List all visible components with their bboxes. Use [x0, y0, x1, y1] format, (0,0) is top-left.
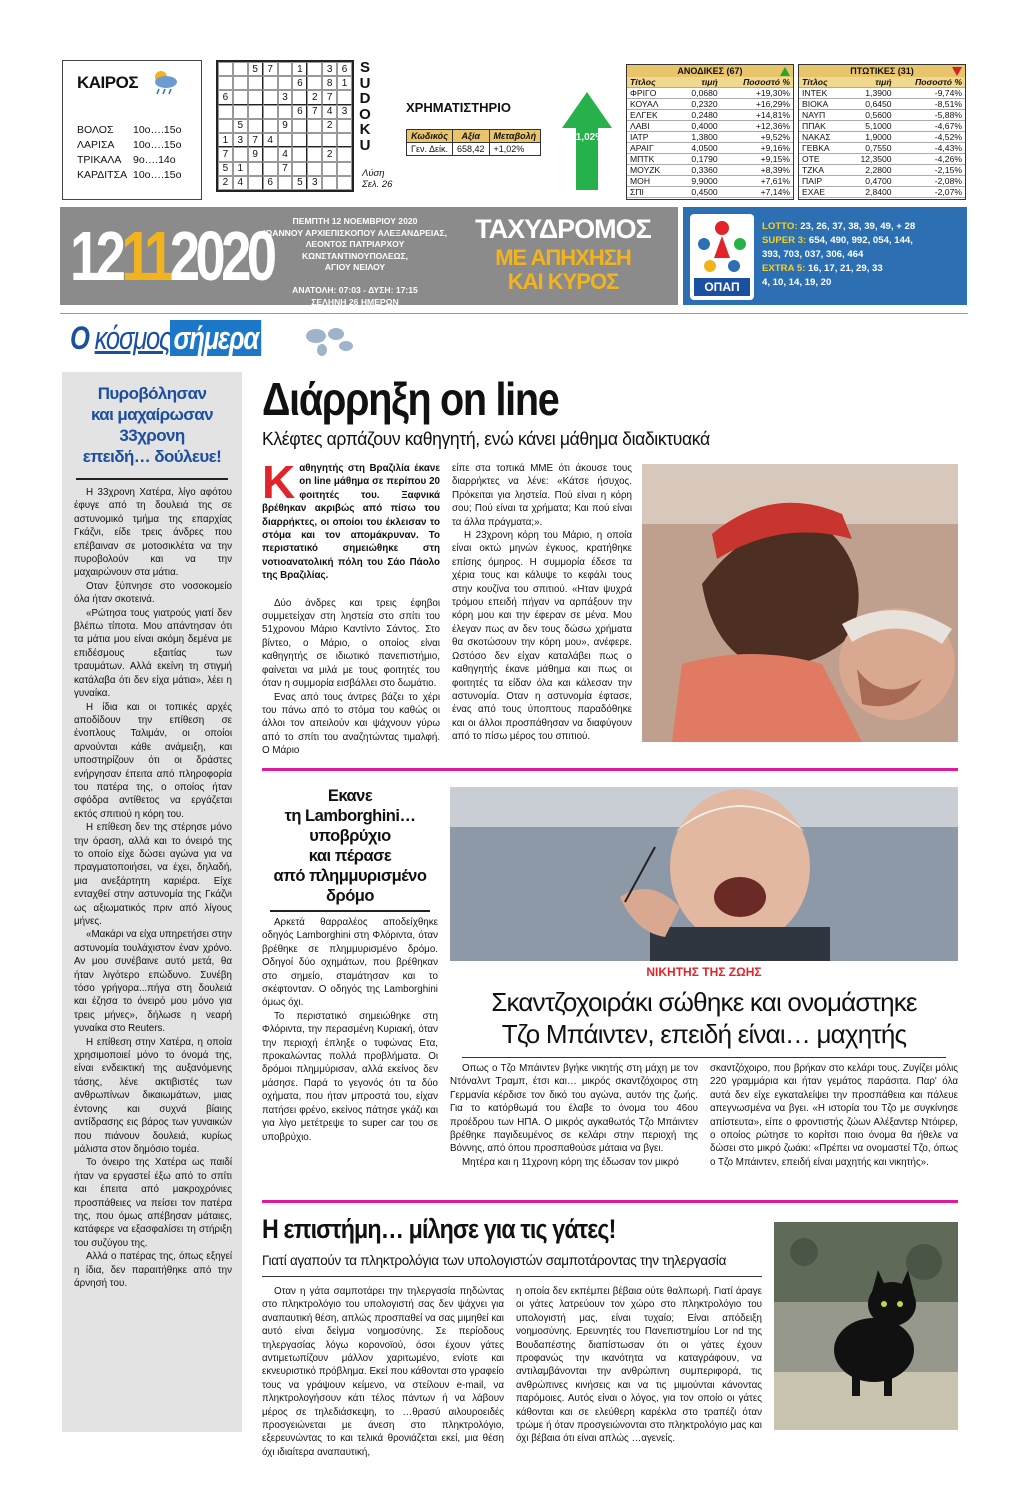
main-lead: Καθηγητής στη Βραζιλία έκανε on line μάθημα σε περίπου 20 φοιτητές του. Ξαφνικά βρέθηκαν ακριβώς από πίσω του διαρρήκτες, οι οποίοι του έκλεισαν το στόμα και τον απομάκρυναν. Το περιστατικό σημειώθηκε στη νοτιοανατολική πόλη του Σάο Πάολο της Βραζιλίας.	[262, 456, 440, 582]
weather-list	[77, 123, 181, 183]
sudoku-cell	[292, 90, 307, 104]
sudoku-cell: 7	[263, 62, 278, 76]
section-title: Ο κόσμοςσήμερα	[70, 320, 261, 357]
sudoku-cell	[263, 147, 278, 161]
gainers-row	[627, 154, 793, 165]
losers-cell: 0,4700	[845, 176, 894, 187]
gainers-cell: ΙΑΤΡ	[627, 132, 677, 143]
sudoku-cell	[307, 62, 322, 76]
weather-temp: 10ο….15ο	[133, 124, 182, 136]
gainers-cell: ΕΛΓΕΚ	[627, 110, 677, 121]
sidebar-paragraph: Η ίδια και οι τοπικές αρχές αποδίδουν την επίθεση σε ένοπλους Ταλιμάν, οι οποίοι αρνούνται κάθε ανάμειξη, και υποστηρίζουν ότι οι δράστες ενήργησαν έπειτα από πληροφορία του πατέρα της, ο οποίος ήταν σφόδρα αντίθετος να εργάζεται εκτός σπιτιού η κόρη του.	[74, 701, 232, 820]
sudoku-cell	[218, 119, 233, 133]
losers-header: τιμή	[845, 77, 894, 88]
losers-cell: 0,6450	[845, 99, 894, 110]
sudoku-solution-ref: Λύση Σελ. 26	[362, 168, 393, 190]
weather-row	[77, 123, 181, 138]
gainers-row	[627, 165, 793, 176]
losers-cell: 2,8400	[845, 187, 894, 198]
gainers-row	[627, 176, 793, 187]
gainers-row	[627, 88, 793, 99]
sudoku-cell	[263, 162, 278, 176]
lambo-headline-line: και πέρασε	[308, 847, 392, 865]
sudoku-cell	[233, 76, 248, 90]
sudoku-cell	[307, 162, 322, 176]
weather-city: ΚΑΡΔΙΤΣΑ	[77, 169, 128, 181]
sudoku-cell	[218, 76, 233, 90]
sudoku-cell: 7	[322, 90, 337, 104]
sudoku-cell	[322, 176, 337, 190]
biden-kicker: ΝΙΚΗΤΗΣ ΤΗΣ ΖΩΗΣ	[646, 965, 762, 979]
weather-title: ΚΑΙΡΟΣ	[77, 73, 139, 92]
losers-cell: -5,88%	[895, 110, 965, 121]
weather-temp: 10ο….15ο	[133, 169, 182, 181]
lambo-rule	[270, 910, 430, 912]
sudoku-cell: 6	[292, 76, 307, 90]
section-divider	[262, 768, 958, 771]
losers-cell: -9,74%	[895, 88, 965, 99]
robbery-photo-illustration	[642, 464, 958, 742]
opap-star-icon	[690, 214, 754, 300]
cats-column-2	[516, 1285, 762, 1446]
gainers-cell: +12,36%	[721, 121, 793, 132]
gainers-cell: 0,1790	[677, 154, 721, 165]
weather-temp: 10ο….15ο	[133, 139, 182, 151]
date-info-line: ΙΩΑΝΝΟΥ ΑΡΧΙΕΠΙΣΚΟΠΟΥ ΑΛΕΞΑΝΔΡΕΙΑΣ,	[262, 227, 448, 238]
sidebar-paragraph: Η επίθεση στην Χατέρα, η οποία χρησιμοποιεί μόνο το όνομά της, είναι ενδεικτική της αυξανόμενης τάσης, λένε ακτιβιστές των ανθρωπίνων δικαιωμάτων, μιας έντονης και συχνά βίαιης αντίδρασης εις βάρος των γυναικών που πιάνουν δουλειά, κυρίως μάλιστα στον δημόσιο τομέα.	[74, 1036, 232, 1155]
main-subheadline: Κλέφτες αρπάζουν καθηγητή, ενώ κάνει μάθημα διαδικτυακά	[262, 428, 710, 449]
sudoku-cell: 3	[278, 90, 293, 104]
losers-cell: -2,15%	[895, 165, 965, 176]
gainers-row	[627, 143, 793, 154]
main-paragraph: Ενας από τους άντρες βάζει το χέρι του πάνω από το στόμα του καθώς οι άλλοι τον απειλούν και ψάχνουν γύρω από το σπίτι του αναζητώντας τιμαλφή. Ο Μάριο	[262, 691, 440, 757]
sudoku-cell: 6	[337, 62, 352, 76]
sudoku-cell	[218, 62, 233, 76]
opap-line	[762, 220, 962, 234]
sudoku-cell	[337, 147, 352, 161]
sudoku-cell	[337, 90, 352, 104]
sidebar-headline-line: επειδή… δούλευε!	[82, 447, 222, 466]
opap-value: 654, 490, 992, 054, 144,	[806, 235, 913, 246]
date-info-line: ΑΝΑΤΟΛΗ: 07:03 - ΔΥΣΗ: 17:15	[292, 285, 418, 295]
lambo-headline-line: δρόμο	[326, 887, 374, 905]
biden-headline: Σκαντζοχοιράκι σώθηκε και ονομάστηκε Τζο Μπάιντεν, επειδή είναι… μαχητής	[491, 987, 917, 1049]
sudoku-cell: 9	[278, 119, 293, 133]
sudoku-cell	[322, 162, 337, 176]
losers-cell: 1,3900	[845, 88, 894, 99]
sudoku-cell	[278, 76, 293, 90]
lambo-paragraph: Αρκετά θαρραλέος αποδείχθηκε οδηγός Lamborghini στη Φλόριντα, όταν βρέθηκε σε πλημμυρισμένο δρόμο. Οδηγοί δύο οχημάτων, που βρέθηκαν στο σημείο, σταμάτησαν και το σκέφτονταν. Ο οδηγός της Lamborghini όμως όχι.	[262, 917, 438, 1009]
sudoku-cell: 4	[278, 147, 293, 161]
weather-temp: 9ο….14ο	[133, 154, 176, 166]
sudoku-cell	[233, 105, 248, 119]
sudoku-cell	[263, 119, 278, 133]
sudoku-cell: 7	[218, 147, 233, 161]
sudoku-cell: 5	[248, 62, 263, 76]
gainers-cell: 0,3360	[677, 165, 721, 176]
rain-cloud-icon	[149, 69, 179, 95]
gainers-cell: +19,30%	[721, 88, 793, 99]
sudoku-cell	[278, 62, 293, 76]
sudoku-letter: K	[359, 121, 371, 138]
sudoku-grid	[216, 60, 354, 192]
sidebar-body	[74, 486, 232, 1290]
sudoku-cell: 6	[263, 176, 278, 190]
opap-line	[762, 248, 962, 262]
losers-row	[799, 187, 965, 198]
gainers-cell: ΜΠΤΚ	[627, 154, 677, 165]
losers-table	[798, 64, 966, 200]
sudoku-cell	[278, 105, 293, 119]
date-info-line: ΑΓΙΟΥ ΝΕΙΛΟΥ	[324, 262, 386, 272]
losers-row	[799, 88, 965, 99]
sudoku-cell: 2	[322, 119, 337, 133]
sidebar-headline	[70, 383, 234, 467]
sudoku-cell	[248, 90, 263, 104]
world-map-icon	[300, 322, 360, 360]
cats-subheadline: Γιατί αγαπούν τα πληκτρολόγια των υπολογιστών σαμποτάροντας την τηλεργασία	[262, 1253, 727, 1268]
losers-cell: -4,52%	[895, 132, 965, 143]
opap-label: LOTTO:	[762, 221, 798, 232]
gainers-header: Ποσοστό %	[721, 77, 793, 88]
losers-cell: ΙΝΤΕΚ	[799, 88, 845, 99]
opap-label: EXTRA 5:	[762, 263, 806, 274]
sudoku-cell: 3	[307, 176, 322, 190]
main-headline: Διάρρηξη on line	[262, 373, 559, 425]
sudoku-cell: 1	[292, 62, 307, 76]
weather-city: ΛΑΡΙΣΑ	[77, 139, 115, 151]
sudoku-cell	[218, 105, 233, 119]
gainers-cell: ΑΡΑΙΓ	[627, 143, 677, 154]
gainers-cell: 0,0680	[677, 88, 721, 99]
sidebar-rule	[76, 478, 228, 480]
sudoku-cell: 3	[233, 133, 248, 147]
sudoku-cell	[322, 133, 337, 147]
sudoku-cell	[337, 162, 352, 176]
gainers-row	[627, 99, 793, 110]
opap-logo	[690, 214, 754, 300]
opap-line	[762, 276, 962, 290]
biden-column-1	[450, 1062, 698, 1169]
sudoku-cell	[248, 176, 263, 190]
lambo-paragraph: Το περιστατικό σημειώθηκε στη Φλόριντα, την περασμένη Κυριακή, όταν την περιοχή έπληξε ο τυφώνας Ετα, προκαλώντας πολλά προβλήματα. Οι δρόμοι πλημμύρισαν, αλλά εκείνος δεν μάσησε. Παρά το γεγονός ότι τα δύο οχήματα, που ήταν μπροστά του, είχαν πατήσει φρένο, εκείνος πάτησε γκάζι και για λίγο μετέτρεψε το super car του σε υποβρύχιο.	[262, 1010, 438, 1143]
sidebar-paragraph: Αλλά ο πατέρας της, όπως εξηγεί η ίδια, δεν παραιτήθηκε από την άρνησή του.	[74, 1251, 232, 1289]
losers-cell: 2,2800	[845, 165, 894, 176]
sudoku-cell	[278, 176, 293, 190]
sudoku-cell: 2	[307, 90, 322, 104]
sidebar-paragraph: Η 33χρονη Χατέρα, λίγο αφότου έφυγε από τη δουλειά της σε αστυνομικό τμήμα της επαρχίας Γκάζνι, είδε τρεις άνδρες που επέβαιναν σε μοτοσικλέτα να την πυροβολούν και να την μαχαιρώνουν στα μάτια.	[74, 487, 232, 579]
opap-value: 16, 17, 21, 29, 33	[805, 263, 883, 274]
date-info	[262, 216, 448, 308]
weather-row	[77, 168, 181, 183]
biden-paragraph: σκαντζόχοιρο, που βρήκαν στο κελάρι τους. Ζυγίζει μόλις 220 γραμμάρια και ήταν γεμάτος παράσιτα. Παρ' όλα αυτά δεν είχε εγκαταλείψει την προσπάθεια και πάλευε απεγνωσμένα να βγει. «Η ιστορία του Τζο με συγκίνησε απίστευτα», είπε ο φροντιστής ζώων Αλέξαντερ Ντόιρερ, ο οποίος ρώτησε το κορίτσι ποιο όνομα θα ήθελε να δώσει στο μικρό ζωάκι: «Πρέπει να ονομαστεί Τζο, όπως ο Τζο Μπάιντεν, επειδή είναι μαχητής και νικητής».	[710, 1063, 958, 1168]
sudoku-cell: 4	[322, 105, 337, 119]
lambo-body	[262, 916, 438, 1144]
gainers-row	[627, 132, 793, 143]
sudoku-cell	[248, 105, 263, 119]
losers-title: ΠΤΩΤΙΚΕΣ (31)	[850, 66, 914, 76]
sidebar-headline-line: 33χρονη	[119, 426, 185, 445]
stock-index-value: 658,42	[453, 143, 490, 156]
gainers-cell: +9,15%	[721, 154, 793, 165]
stock-arrow-label: +1,02%	[569, 132, 605, 143]
gainers-cell: +7,14%	[721, 187, 793, 198]
sudoku-cell: 6	[218, 90, 233, 104]
sudoku-cell	[263, 90, 278, 104]
losers-header: Τίτλος	[799, 77, 845, 88]
sudoku-cell	[263, 76, 278, 90]
gainers-table	[626, 64, 794, 200]
losers-row	[799, 110, 965, 121]
date-info-line: ΠΕΜΠΤΗ 12 ΝΟΕΜΒΡΙΟΥ 2020	[292, 216, 418, 226]
sudoku-cell	[292, 119, 307, 133]
date-info-line: ΣΕΛΗΝΗ 26 ΗΜΕΡΩΝ	[311, 296, 399, 307]
sudoku-cell	[307, 133, 322, 147]
sudoku-letter: U	[359, 136, 371, 154]
sudoku-cell: 4	[233, 176, 248, 190]
losers-cell: -4,43%	[895, 143, 965, 154]
sudoku-cell	[337, 119, 352, 133]
lambo-headline-line: τη Lamborghini…	[284, 807, 416, 825]
sudoku-cell	[292, 133, 307, 147]
losers-cell: ΝΑΚΑΣ	[799, 132, 845, 143]
losers-cell: -4,67%	[895, 121, 965, 132]
sudoku-cell: 9	[248, 147, 263, 161]
sudoku-cell: 1	[218, 133, 233, 147]
sudoku-cell	[337, 133, 352, 147]
sudoku-cell: 8	[322, 76, 337, 90]
losers-row	[799, 154, 965, 165]
section-divider-2	[262, 1200, 958, 1203]
gainers-cell: 0,2320	[677, 99, 721, 110]
gainers-cell: ΜΟΥΖΚ	[627, 165, 677, 176]
losers-cell: ΤΖΚΑ	[799, 165, 845, 176]
sudoku-cell: 4	[263, 133, 278, 147]
opap-label: SUPER 3:	[762, 235, 807, 246]
losers-row	[799, 121, 965, 132]
gainers-cell: +8,39%	[721, 165, 793, 176]
gainers-cell: ΜΟΗ	[627, 176, 677, 187]
gainers-cell: 9,9000	[677, 176, 721, 187]
drop-cap: Κ	[262, 456, 296, 508]
cats-column-1	[262, 1285, 504, 1459]
losers-row	[799, 165, 965, 176]
gainers-cell: ΛΑΒΙ	[627, 121, 677, 132]
gainers-cell: ΣΠΙ	[627, 187, 677, 198]
weather-box	[62, 60, 202, 200]
losers-cell: ΝΑΥΠ	[799, 110, 845, 121]
losers-row	[799, 99, 965, 110]
gainers-header: τιμή	[677, 77, 721, 88]
date-info-line: ΛΕΟΝΤΟΣ ΠΑΤΡΙΑΡΧΟΥ ΚΩΝΣΤΑΝΤΙΝΟΥΠΟΛΕΩΣ,	[301, 239, 409, 261]
losers-cell: ΟΤΕ	[799, 154, 845, 165]
sudoku-cell: 2	[218, 176, 233, 190]
sudoku-cell	[233, 147, 248, 161]
stock-index-name: Γεν. Δείκ.	[407, 143, 453, 156]
main-column-2	[452, 462, 632, 744]
losers-cell: ΒΙΟΚΑ	[799, 99, 845, 110]
losers-header: Ποσοστό %	[895, 77, 965, 88]
biden-column-2	[710, 1062, 958, 1169]
sudoku-cell	[307, 147, 322, 161]
sudoku-cell	[248, 119, 263, 133]
main-paragraph: Δύο άνδρες και τρεις έφηβοι συμμετείχαν στη ληστεία στο σπίτι του 51χρονου Μάριο Καντίντο Σάντος. Στο βίντεο, ο Μάριο, ο οποίος είναι καθηγητής σε ιδιωτικό πανεπιστήμιο, φαίνεται να μιλά με τους φοιτητές του όταν η συμμορία εισβάλλει στο δωμάτιο.	[262, 597, 440, 690]
sudoku-cell: 6	[292, 105, 307, 119]
lambo-headline-line: υποβρύχιο	[309, 827, 391, 845]
cats-rule	[262, 1276, 762, 1277]
gainers-cell: +14,81%	[721, 110, 793, 121]
stock-title: ΧΡΗΜΑΤΙΣΤΗΡΙΟ	[406, 100, 511, 115]
stock-header-value: Αξία	[453, 130, 490, 143]
gainers-cell: 4,0500	[677, 143, 721, 154]
black-cat-illustration	[774, 1222, 958, 1430]
sudoku-cell: 3	[337, 105, 352, 119]
losers-row	[799, 132, 965, 143]
sudoku-cell: 7	[307, 105, 322, 119]
down-triangle-icon	[952, 67, 962, 76]
losers-cell: ΕΧΑΕ	[799, 187, 845, 198]
gainers-cell: 0,4000	[677, 121, 721, 132]
sudoku-cell: 5	[292, 176, 307, 190]
stock-index-change: +1,02%	[489, 143, 541, 156]
sudoku-letter: U	[359, 74, 371, 92]
sidebar-paragraph: «Μακάρι να είχα υπηρετήσει στην αστυνομία τουλάχιστον έναν χρόνο. Αν μου συνέβαινε αυτό μετά, θα ήταν λιγότερο επώδυνο. Συνέβη τόσο γρήγορα...πήγα στη δουλειά και έζησα το όνειρό μου μόνο για τρεις μήνες», δήλωσε η νεαρή γυναίκα στο Reuters.	[74, 929, 232, 1035]
sudoku-cell	[233, 62, 248, 76]
sidebar-paragraph: Το όνειρο της Χατέρα ως παιδί ήταν να εργαστεί έξω από το σπίτι και έπειτα από μακροχρόνιες προσπάθειες να πείσει τον πατέρα της, που όμως απέβησαν μάταιες, κατάφερε να εξασφαλίσει τη στήριξη του συζύγου της.	[74, 1157, 232, 1249]
gainers-cell: +9,52%	[721, 132, 793, 143]
losers-cell: ΠΑΙΡ	[799, 176, 845, 187]
sudoku-cell	[248, 162, 263, 176]
sudoku-letter: S	[359, 59, 370, 76]
sudoku-cell: 7	[278, 162, 293, 176]
sudoku-cell	[292, 162, 307, 176]
cats-paragraph: Οταν η γάτα σαμποτάρει την τηλεργασία πηδώντας στο πληκτρολόγιο του υπολογιστή σας δεν ψάχνει για αναπαυτική θέση, απλώς προσπαθεί να σας μιμηθεί και αυτό είναι δείγμα νοημοσύνης. Σε περίοδους τηλεργασίας λόγω κορονοϊού, όσοι έχουν γάτες αντιμετωπίζουν μάλλον χαριτωμένο, ενίοτε και εκνευριστικό πρόβλημα. Εκεί που κάθονται στο γραφείο τους να γράψουν κείμενο, να στείλουν e-mail, να πληκτρολογήσουν κάτι τέλος πάντων ή να λάβουν μέρος σε τηλεδιάσκεψη, το …θρασύ αιλουροειδές προσγειώνεται με άνεση στο πληκτρολόγιο, εξερευνώντας το και τελικά θρονιάζεται εκεί, μια θέση όχι ιδιαίτερα αναπαυτική,	[262, 1286, 504, 1458]
losers-cell: 12,3500	[845, 154, 894, 165]
cat-photo	[774, 1222, 958, 1430]
sidebar-headline-line: και μαχαίρωσαν	[90, 405, 214, 424]
sidebar-paragraph: Οταν ξύπνησε στο νοσοκομείο όλα ήταν σκοτεινά.	[74, 580, 232, 606]
stock-header-code: Κωδικός	[407, 130, 453, 143]
sudoku-cell: 1	[233, 162, 248, 176]
sudoku-cell	[337, 176, 352, 190]
gainers-cell: ΚΟΥΑΛ	[627, 99, 677, 110]
weather-row	[77, 153, 181, 168]
losers-cell: -2,08%	[895, 176, 965, 187]
sudoku-cell: 5	[218, 162, 233, 176]
main-photo	[642, 464, 958, 742]
sudoku-cell: 3	[322, 62, 337, 76]
main-paragraph: είπε στα τοπικά ΜΜΕ ότι άκουσε τους διαρρήκτες να λένε: «Κάτσε ήσυχος. Πρόκειται για ληστεία. Πού είναι η κόρη σου; Πού είναι τα χρήματα; Και πού είναι τα άλλα πράγματα;».	[452, 463, 632, 528]
sudoku-cell: 5	[233, 119, 248, 133]
gainers-header: Τίτλος	[627, 77, 677, 88]
sudoku-cell	[307, 119, 322, 133]
sidebar-paragraph: «Ρώτησα τους γιατρούς γιατί δεν βλέπω τίποτα. Μου απάντησαν ότι τα μάτια μου είναι ακόμη δεμένα με επιδέσμους εξαιτίας των τραυμάτων. Αλλά εκείνη τη στιγμή κατάλαβα ότι δεν είχα μάτια», λέει η γυναίκα.	[74, 607, 232, 700]
opap-value: 393, 703, 037, 306, 464	[762, 249, 864, 260]
sudoku-cell: 7	[248, 133, 263, 147]
weather-city: ΒΟΛΟΣ	[77, 124, 114, 136]
lambo-headline	[262, 786, 438, 906]
losers-cell: 1,9000	[845, 132, 894, 143]
taxydromos-slogan: ΤΑΧΥΔΡΟΜΟΣ ΜΕ ΑΠΗΧΗΣΗ ΚΑΙ ΚΥΡΟΣ	[475, 214, 651, 294]
opap-value: 4, 10, 14, 19, 20	[762, 277, 832, 288]
losers-cell: ΓΕΒΚΑ	[799, 143, 845, 154]
weather-city: ΤΡΙΚΑΛΑ	[77, 154, 122, 166]
sudoku-cell	[248, 76, 263, 90]
biden-paragraph: Μητέρα και η 11χρονη κόρη της έδωσαν τον μικρό	[462, 1156, 679, 1168]
sidebar-paragraph: Η επίθεση δεν της στέρησε μόνο την όραση, αλλά και το όνειρό της το οποίο είχε δώσει αγώνα για να πραγματοποιήσει, να έχει, δηλαδή, μια ανεξάρτητη καριέρα. Είχε ενταχθεί στην αστυνομία της Γκάζνι ως αξιωματικός πριν από λίγους μήνες.	[74, 822, 232, 927]
stock-index-table	[406, 129, 541, 156]
losers-cell: -4,26%	[895, 154, 965, 165]
gainers-row	[627, 187, 793, 198]
losers-row	[799, 143, 965, 154]
opap-line	[762, 262, 962, 276]
opap-line	[762, 234, 962, 248]
sudoku-cell	[292, 147, 307, 161]
losers-cell: 0,5600	[845, 110, 894, 121]
cats-paragraph: η οποία δεν εκπέμπει βέβαια ούτε θαλπωρή. Γιατί άραγε οι γάτες λατρεύουν τον χώρο στο πληκτρολόγιο του υπολογιστή μας, είναι τυχαίο; Είναι απόδειξη νοημοσύνης. Ερευνητές του Πανεπιστημίου Lor nd της Βουδαπέστης διαπίστωσαν ότι οι γάτες έχουν προφανώς την ικανότητα να καταγράφουν, να αντιλαμβάνονται την ανθρώπινη συμπεριφορά, τις ανθρώπινες κινήσεις και να τις μιμούνται κάνοντας παρόμοιες. Αυτός είναι ο λόγος, για τον οποίο οι γάτες κάθονται και σε ελεύθερη καρέκλα στο τραπέζι όταν τρώμε ή όταν προσγειώνονται στο πληκτρολόγιο μας και όχι βέβαια ότι είναι απλώς …αγενείς.	[516, 1286, 762, 1445]
losers-cell: -8,51%	[895, 99, 965, 110]
svg-text:ΟΠΑΠ: ΟΠΑΠ	[704, 280, 740, 294]
sudoku-cell	[263, 105, 278, 119]
stock-header-change: Μεταβολή	[489, 130, 541, 143]
biden-photo-illustration	[450, 787, 958, 961]
cats-headline: Η επιστήμη… μίλησε για τις γάτες!	[262, 1214, 616, 1244]
sudoku-cell	[233, 90, 248, 104]
biden-paragraph: Οπως ο Τζο Μπάιντεν βγήκε νικητής στη μάχη με τον Ντόναλντ Τραμπ, έτσι και… μικρός σκαντζόχοιρος στη Γερμανία κέρδισε τον δικό του αγώνα, αυτόν της ζωής. Για το κατόρθωμά του έλαβε το όνομα του 46ου προέδρου των ΗΠΑ. Ο μικρός αγκαθωτός Τζο Μπάιντεν βρέθηκε παγιδευμένος σε κελάρι στην περιοχή της Βόννης, από όπου προσπαθούσε μάταια να βγει.	[450, 1063, 698, 1155]
losers-row	[799, 176, 965, 187]
main-column-1	[262, 456, 440, 758]
losers-cell: ΠΠΑΚ	[799, 121, 845, 132]
lambo-headline-line: Εκανε	[327, 787, 373, 805]
gainers-cell: 0,2480	[677, 110, 721, 121]
gainers-cell: 1,3800	[677, 132, 721, 143]
losers-cell: 5,1000	[845, 121, 894, 132]
weather-row	[77, 138, 181, 153]
sudoku-letter: O	[359, 105, 371, 123]
biden-photo	[450, 787, 958, 961]
sudoku-cell: 1	[337, 76, 352, 90]
gainers-title: ΑΝΟΔΙΚΕΣ (67)	[677, 66, 743, 76]
opap-value: 23, 26, 37, 38, 39, 49, + 28	[797, 221, 916, 232]
sidebar-headline-line: Πυροβόλησαν	[97, 384, 207, 403]
lambo-headline-line: από πλημμυρισμένο	[273, 867, 427, 885]
sudoku-cell	[278, 133, 293, 147]
main-paragraph: Η 23χρονη κόρη του Μάριο, η οποία είναι οκτώ μηνών έγκυος, κρατήθηκε επίσης όμηρος. Η συμμορία έδεσε τα χέρια τους και κάλυψε το κεφάλι τους στην κουζίνα του σπιτιού. «Ηταν ψυχρά τρόμου επειδή πήγαν να αρπάξουν την κόρη μου και την έφεραν σε μένα. Μου έλεγαν πως αν δεν τους δώσω χρήματα θα σκοτώσουν την κόρη μου», ανέφερε. Ωστόσο δεν είχαν καταλάβει πως ο καθηγητής έκανε μάθημα και πως οι φοιτητές τα είδαν όλα και κάλεσαν την αστυνομία. Οταν η αστυνομία έφτασε, ένας από τους ύποπτους παραδόθηκε και οι άλλοι προσπάθησαν να διαφύγουν από το πίσω μέρος του σπιτιού.	[452, 530, 632, 743]
up-triangle-icon	[780, 67, 790, 76]
sudoku-cell	[307, 76, 322, 90]
opap-results	[762, 220, 962, 290]
gainers-cell: +7,61%	[721, 176, 793, 187]
date-info-line	[262, 274, 448, 286]
biden-rule	[462, 1057, 946, 1058]
sudoku-cell: 2	[322, 147, 337, 161]
gainers-row	[627, 121, 793, 132]
sudoku-word	[358, 60, 372, 153]
gainers-cell: ΦΡΙΓΟ	[627, 88, 677, 99]
gainers-cell: +16,29%	[721, 99, 793, 110]
gainers-cell: +9,16%	[721, 143, 793, 154]
losers-cell: -2,07%	[895, 187, 965, 198]
sudoku-letter: D	[359, 90, 371, 107]
losers-cell: 0,7550	[845, 143, 894, 154]
gainers-cell: 0,4500	[677, 187, 721, 198]
gainers-row	[627, 110, 793, 121]
date-large: 12112020	[70, 217, 273, 295]
